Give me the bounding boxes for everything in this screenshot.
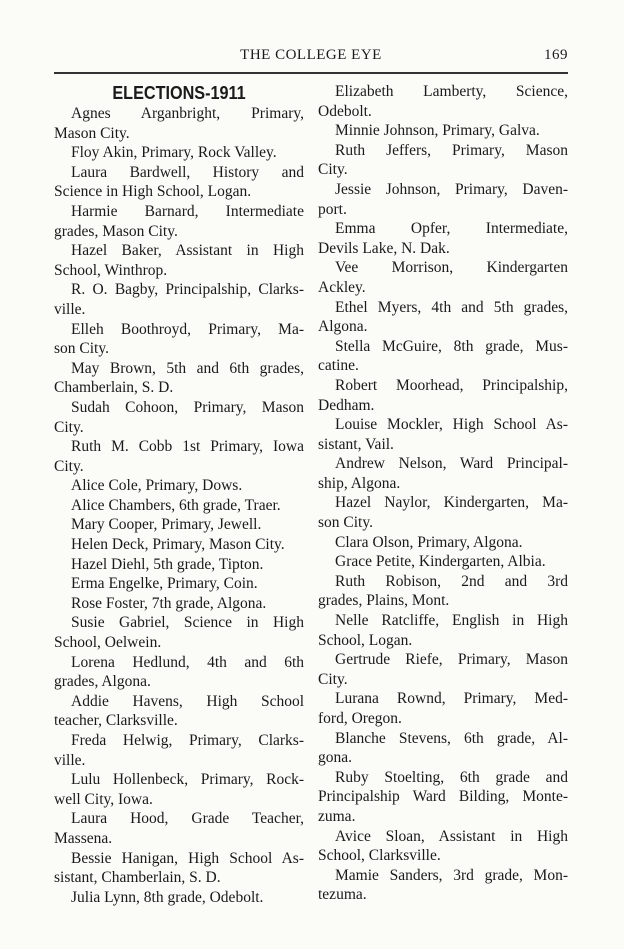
entry-line: Alice Cole, Primary, Dows.	[71, 477, 243, 495]
entry-line: well City, Iowa.	[54, 790, 153, 808]
entry-line: Louise Mockler, High School As-	[335, 416, 568, 434]
entry-line: Agnes Arganbright, Primary,	[71, 105, 304, 122]
election-entry	[54, 613, 304, 652]
entry-line: School, Oelwein.	[54, 634, 162, 652]
entry-line: Dedham.	[318, 396, 375, 414]
election-entry	[318, 337, 568, 376]
election-entry	[318, 141, 568, 180]
entry-line: ship, Algona.	[318, 474, 401, 492]
entry-line: Lulu Hollenbeck, Primary, Rock-	[71, 771, 304, 789]
entry-line: Laura Bardwell, History and	[71, 163, 304, 181]
entry-line: gona.	[318, 749, 353, 767]
election-entry	[54, 320, 304, 359]
entry-line: Bessie Hanigan, High School As-	[71, 849, 304, 867]
entry-line: Mason City.	[54, 124, 130, 142]
entry-line: Grace Petite, Kindergarten, Albia.	[335, 553, 546, 571]
entry-line: sistant, Chamberlain, S. D.	[54, 869, 221, 887]
election-entry	[54, 555, 304, 575]
entry-line: Chamberlain, S. D.	[54, 379, 174, 397]
election-entry	[318, 121, 568, 141]
election-entry	[54, 143, 304, 163]
entry-line: City.	[318, 670, 348, 688]
entry-line: Lorena Hedlund, 4th and 6th	[71, 653, 304, 671]
entry-line: Ruby Stoelting, 6th grade and	[335, 768, 568, 786]
entry-line: grades, Algona.	[54, 673, 151, 691]
election-entry	[54, 280, 304, 319]
entry-line: ville.	[54, 300, 86, 318]
entry-line: Devils Lake, N. Dak.	[318, 239, 450, 257]
election-entry	[318, 415, 568, 454]
election-entry	[318, 533, 568, 553]
entry-line: School, Winthrop.	[54, 261, 168, 279]
entry-line: Rose Foster, 7th grade, Algona.	[71, 594, 267, 612]
election-entry	[54, 202, 304, 241]
election-entry	[54, 241, 304, 280]
page-header	[54, 47, 568, 67]
entry-line: School, Clarksville.	[318, 847, 441, 865]
election-entry	[54, 496, 304, 516]
entry-line: catine.	[318, 357, 359, 375]
election-entry	[318, 376, 568, 415]
election-entry	[318, 298, 568, 337]
entry-line: Nelle Ratcliffe, English in High	[335, 612, 568, 630]
entry-line: Erma Engelke, Primary, Coin.	[71, 575, 258, 593]
entry-line: grades, Mason City.	[54, 222, 178, 240]
entry-line: sistant, Vail.	[318, 435, 394, 453]
entry-line: ford, Oregon.	[318, 710, 402, 727]
entry-line: Gertrude Riefe, Primary, Mason	[335, 651, 568, 669]
entry-line: Helen Deck, Primary, Mason City.	[71, 536, 285, 554]
entry-line: Laura Hood, Grade Teacher,	[71, 810, 304, 828]
election-entry	[318, 689, 568, 728]
election-entry	[318, 827, 568, 866]
entry-line: Odebolt.	[318, 102, 372, 120]
entry-line: City.	[318, 161, 348, 179]
entry-line: Ruth Robison, 2nd and 3rd	[335, 572, 568, 590]
entry-line: Avice Sloan, Assistant in High	[335, 827, 568, 845]
election-entry	[54, 359, 304, 398]
election-entry	[318, 729, 568, 768]
entry-line: Robert Moorhead, Principalship,	[335, 376, 568, 394]
entry-line: son City.	[318, 514, 373, 532]
election-entry	[54, 163, 304, 202]
election-entry	[54, 692, 304, 731]
entry-line: Elizabeth Lamberty, Science,	[335, 83, 568, 100]
entry-line: Hazel Baker, Assistant in High	[71, 242, 304, 260]
election-entry	[54, 809, 304, 848]
entry-line: Ruth Jeffers, Primary, Mason	[335, 141, 568, 159]
article-title: ELECTIONS-1911	[112, 83, 246, 103]
entry-line: Minnie Johnson, Primary, Galva.	[335, 122, 540, 140]
election-entry	[318, 493, 568, 532]
entry-line: Blanche Stevens, 6th grade, Al-	[335, 729, 568, 747]
election-entry	[318, 454, 568, 493]
entry-line: grades, Plains, Mont.	[318, 592, 450, 610]
entry-line: City.	[54, 418, 84, 436]
entry-line: Mamie Sanders, 3rd grade, Mon-	[335, 866, 568, 884]
election-entry	[318, 219, 568, 258]
entry-line: son City.	[54, 340, 109, 358]
entry-line: Susie Gabriel, Science in High	[71, 614, 304, 632]
entry-line: Hazel Diehl, 5th grade, Tipton.	[71, 555, 264, 573]
entry-line: Algona.	[318, 318, 368, 336]
entry-line: Lurana Rownd, Primary, Med-	[335, 690, 568, 708]
election-entry	[318, 650, 568, 689]
entry-line: Julia Lynn, 8th grade, Odebolt.	[71, 888, 264, 906]
entry-line: R. O. Bagby, Principalship, Clarks-	[71, 281, 304, 299]
election-entry	[318, 611, 568, 650]
page-number: 169	[544, 47, 568, 63]
entry-line: port.	[318, 200, 347, 218]
running-title: THE COLLEGE EYE	[240, 47, 382, 63]
entry-line: Andrew Nelson, Ward Principal-	[335, 455, 568, 473]
entry-line: Freda Helwig, Primary, Clarks-	[71, 732, 304, 749]
election-entry	[318, 768, 568, 827]
entry-line: Harmie Barnard, Intermediate	[71, 202, 304, 220]
entry-line: Floy Akin, Primary, Rock Valley.	[71, 144, 277, 162]
entry-line: City.	[54, 457, 84, 475]
entry-line: Hazel Naylor, Kindergarten, Ma-	[335, 494, 568, 512]
entry-line: Ethel Myers, 4th and 5th grades,	[335, 298, 568, 316]
entry-line: Massena.	[54, 829, 113, 847]
left-column	[54, 82, 304, 907]
entry-line: Clara Olson, Primary, Algona.	[335, 533, 523, 551]
right-column	[318, 82, 568, 905]
entry-line: tezuma.	[318, 886, 367, 904]
entry-line: School, Logan.	[318, 631, 413, 649]
entry-line: Emma Opfer, Intermediate,	[335, 220, 568, 238]
election-entry	[54, 437, 304, 476]
election-entry	[54, 653, 304, 692]
election-entry	[54, 515, 304, 535]
entry-line: Alice Chambers, 6th grade, Traer.	[71, 496, 281, 514]
election-entry	[54, 594, 304, 614]
election-entry	[318, 82, 568, 121]
entry-line: Stella McGuire, 8th grade, Mus-	[335, 337, 568, 355]
entry-line: Principalship Ward Bilding, Monte-	[318, 788, 568, 806]
election-entry	[318, 180, 568, 219]
entry-line: May Brown, 5th and 6th grades,	[71, 359, 304, 377]
entry-line: Sudah Cohoon, Primary, Mason	[71, 398, 304, 416]
header-rule	[54, 72, 568, 74]
election-entry	[318, 552, 568, 572]
entry-line: Ackley.	[318, 278, 366, 296]
entry-line: teacher, Clarksville.	[54, 712, 178, 730]
entry-line: Vee Morrison, Kindergarten	[335, 259, 568, 277]
entry-line: Elleh Boothroyd, Primary, Ma-	[71, 320, 304, 338]
entry-line: Ruth M. Cobb 1st Primary, Iowa	[71, 438, 304, 456]
election-entry	[318, 572, 568, 611]
election-entry	[54, 731, 304, 770]
election-entry	[54, 770, 304, 809]
election-entry	[54, 535, 304, 555]
election-entry	[54, 398, 304, 437]
entry-line: zuma.	[318, 807, 356, 825]
entry-line: Addie Havens, High School	[71, 692, 304, 710]
entry-line: Jessie Johnson, Primary, Daven-	[335, 180, 568, 198]
entry-line: ville.	[54, 751, 86, 769]
entry-line: Mary Cooper, Primary, Jewell.	[71, 516, 262, 534]
election-entry	[54, 574, 304, 594]
election-entry	[318, 258, 568, 297]
entry-line: Science in High School, Logan.	[54, 183, 252, 201]
election-entry	[54, 476, 304, 496]
election-entry	[54, 849, 304, 888]
election-entry	[318, 866, 568, 905]
election-entry	[54, 104, 304, 143]
election-entry	[54, 888, 304, 908]
